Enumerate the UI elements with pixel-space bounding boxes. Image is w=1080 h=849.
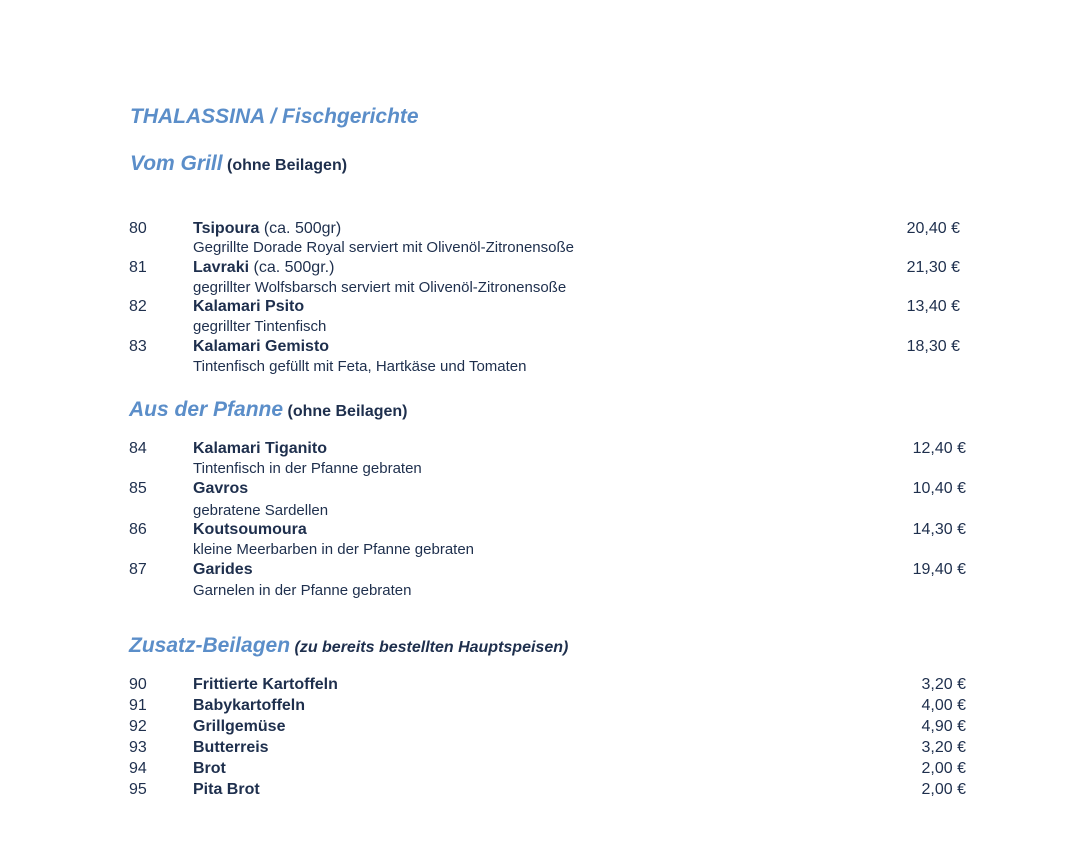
item-price: 21,30 € [906,259,960,276]
item-name: Butterreis [193,739,269,756]
menu-item-name [193,480,248,498]
item-name: Brot [193,760,226,777]
item-name: Koutsoumoura [193,521,307,538]
menu-item-name [193,697,305,715]
section-heading-pfanne [129,398,408,422]
menu-item-name [193,760,226,778]
item-name: Pita Brot [193,781,260,798]
item-description: Garnelen in der Pfanne gebraten [193,582,412,599]
item-name: Kalamari Psito [193,298,305,315]
item-description: Tintenfisch in der Pfanne gebraten [193,460,422,477]
menu-item-name [193,521,307,539]
item-price: 2,00 € [921,760,966,777]
item-price: 18,30 € [906,338,960,355]
item-name: Garides [193,561,253,578]
item-price: 12,40 € [912,440,966,457]
item-number: 92 [129,718,147,735]
item-description: gegrillter Wolfsbarsch serviert mit Olivenöl-Zitronensoße [193,279,567,296]
item-number: 80 [129,220,147,237]
item-name: Grillgemüse [193,718,286,735]
menu-item-name [193,338,329,356]
section-title: Aus der Pfanne [129,398,284,421]
item-number: 94 [129,760,147,777]
item-price: 3,20 € [921,676,966,693]
item-number: 83 [129,338,147,355]
section-title: Vom Grill [130,152,223,175]
item-number: 95 [129,781,147,798]
menu-item-name [193,561,253,579]
section-note: (ohne Beilagen) [287,403,408,420]
item-number: 81 [129,259,147,276]
item-number: 87 [129,561,147,578]
section-title: Zusatz-Beilagen [129,634,291,657]
menu-item-name [193,440,327,458]
item-number: 93 [129,739,147,756]
item-price: 4,00 € [921,697,966,714]
item-number: 86 [129,521,147,538]
section-heading-beilagen [129,634,568,658]
item-name: Kalamari Gemisto [193,338,330,355]
item-price: 14,30 € [912,521,966,538]
menu-item-name [193,259,334,277]
item-number: 84 [129,440,147,457]
menu-item-name [193,298,304,316]
item-price: 13,40 € [906,298,960,315]
item-name: Frittierte Kartoffeln [193,676,338,693]
item-price: 10,40 € [912,480,966,497]
item-price: 2,00 € [921,781,966,798]
item-name: Gavros [193,480,249,497]
item-name: Lavraki [193,259,250,276]
item-number: 90 [129,676,147,693]
item-extra: (ca. 500gr) [259,220,342,237]
item-description: Tintenfisch gefüllt mit Feta, Hartkäse und Tomaten [193,358,527,375]
section-note: (zu bereits bestellten Hauptspeisen) [294,639,569,656]
item-extra: (ca. 500gr.) [249,259,335,276]
item-name: Tsipoura [193,220,260,237]
menu-item-name [193,676,338,694]
section-note: (ohne Beilagen) [227,157,348,174]
item-price: 20,40 € [906,220,960,237]
item-price: 4,90 € [921,718,966,735]
item-number: 91 [129,697,147,714]
item-price: 19,40 € [912,561,966,578]
item-name: Kalamari Tiganito [193,440,327,457]
item-description: Gegrillte Dorade Royal serviert mit Olivenöl-Zitronensoße [193,239,574,256]
item-number: 85 [129,480,147,497]
menu-item-name [193,781,260,799]
item-description: kleine Meerbarben in der Pfanne gebraten [193,541,475,558]
item-description: gegrillter Tintenfisch [193,318,327,335]
item-price: 3,20 € [921,739,966,756]
item-name: Babykartoffeln [193,697,306,714]
section-heading-grill [130,152,347,176]
item-description: gebratene Sardellen [193,502,329,519]
menu-item-name [193,718,285,736]
page-title: THALASSINA / Fischgerichte [130,105,419,128]
menu-item-name [193,739,269,757]
item-number: 82 [129,298,147,315]
menu-item-name [193,220,341,238]
